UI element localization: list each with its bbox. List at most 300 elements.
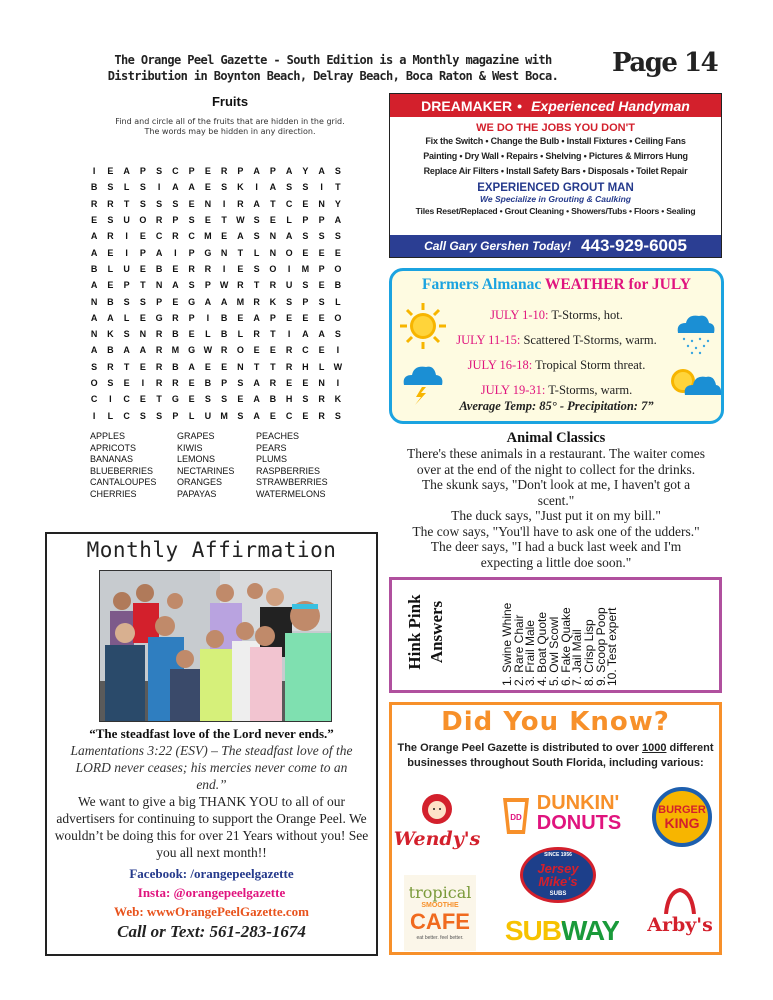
grid-cell[interactable]: A: [220, 296, 228, 307]
grid-cell[interactable]: S: [188, 280, 195, 291]
grid-cell[interactable]: W: [219, 280, 229, 291]
grid-cell[interactable]: C: [90, 394, 98, 405]
word-search-title: Fruits: [211, 94, 249, 109]
grid-cell[interactable]: E: [269, 215, 276, 226]
grid-cell[interactable]: T: [140, 280, 146, 291]
affirmation-title: Monthly Affirmation: [86, 538, 337, 562]
grid-cell[interactable]: S: [172, 198, 179, 209]
grid-cell[interactable]: I: [320, 182, 323, 193]
grid-cell[interactable]: R: [237, 280, 244, 291]
grid-cell[interactable]: S: [139, 410, 146, 421]
grid-cell[interactable]: I: [222, 198, 226, 209]
grid-cell[interactable]: E: [188, 378, 195, 388]
grid-cell[interactable]: I: [109, 394, 112, 405]
grid-cell[interactable]: O: [139, 215, 147, 226]
grid-cell[interactable]: P: [302, 296, 309, 307]
grid-cell[interactable]: L: [318, 361, 325, 372]
word-list-item: KIWIS: [177, 442, 203, 453]
grid-cell[interactable]: I: [222, 263, 226, 274]
partly-sunny-icon: [667, 361, 722, 401]
forecast-text: Scattered T-Storms, warm.: [520, 333, 657, 347]
grid-cell[interactable]: H: [285, 394, 293, 405]
grid-cell[interactable]: L: [335, 296, 341, 307]
grid-cell[interactable]: S: [91, 361, 98, 372]
grid-cell[interactable]: U: [285, 280, 293, 291]
grid-cell[interactable]: R: [220, 345, 228, 356]
grid-cell[interactable]: R: [107, 361, 114, 372]
grid-cell[interactable]: S: [107, 182, 114, 193]
grid-cell[interactable]: P: [139, 166, 146, 177]
grid-cell[interactable]: R: [172, 378, 179, 388]
grid-cell[interactable]: S: [302, 231, 309, 242]
grid-cell[interactable]: A: [269, 182, 277, 193]
grid-cell[interactable]: A: [172, 280, 179, 291]
grid-cell[interactable]: A: [253, 378, 260, 388]
grid-cell[interactable]: S: [188, 215, 195, 226]
grid-cell[interactable]: C: [285, 410, 293, 421]
grid-cell[interactable]: Y: [334, 198, 341, 209]
grid-cell[interactable]: A: [318, 166, 325, 177]
grid-cell[interactable]: T: [123, 361, 130, 372]
arbys-hat-icon: [660, 888, 700, 914]
grid-cell[interactable]: P: [237, 166, 244, 177]
grid-row: [86, 375, 380, 391]
grid-cell[interactable]: R: [155, 215, 163, 226]
grid-cell[interactable]: E: [139, 361, 146, 372]
grid-cell[interactable]: R: [285, 345, 293, 356]
grid-cell[interactable]: P: [188, 166, 195, 177]
grid-cell[interactable]: E: [188, 198, 195, 209]
grid-cell[interactable]: E: [123, 378, 130, 388]
grid-cell[interactable]: T: [270, 198, 276, 209]
grid-cell[interactable]: R: [90, 198, 98, 209]
grid-cell[interactable]: B: [172, 329, 179, 340]
grid-cell[interactable]: T: [270, 329, 276, 340]
grid-cell[interactable]: A: [123, 345, 130, 356]
grid-cell[interactable]: P: [269, 312, 276, 323]
grid-cell[interactable]: I: [336, 378, 340, 388]
grid-cell[interactable]: C: [172, 166, 179, 177]
ad-grout-sub: We Specialize in Grouting & Caulking: [480, 194, 631, 204]
grid-cell[interactable]: A: [253, 394, 260, 405]
animal-classics-title: Animal Classics: [506, 430, 606, 446]
grid-cell[interactable]: C: [123, 394, 130, 405]
grid-cell[interactable]: R: [155, 329, 163, 340]
grid-cell[interactable]: N: [318, 378, 325, 388]
grid-cell[interactable]: S: [139, 296, 146, 307]
burger-king-logo: [652, 787, 712, 847]
grid-cell[interactable]: I: [206, 312, 210, 323]
grid-cell[interactable]: G: [188, 296, 196, 307]
grid-cell[interactable]: E: [204, 215, 211, 226]
grid-cell[interactable]: E: [237, 394, 244, 405]
grid-cell[interactable]: A: [172, 182, 179, 193]
grid-cell[interactable]: S: [139, 198, 146, 209]
grid-cell[interactable]: P: [302, 215, 309, 226]
grid-cell[interactable]: B: [90, 182, 98, 193]
grid-cell[interactable]: S: [156, 198, 163, 209]
grid-cell[interactable]: R: [107, 198, 114, 209]
grid-cell[interactable]: I: [336, 345, 340, 356]
joke-line: There's these animals in a restaurant. The waiter comes: [407, 446, 705, 461]
dunkin-cup-text: DD: [509, 813, 522, 822]
grid-cell[interactable]: A: [107, 312, 114, 323]
grid-cell[interactable]: R: [172, 312, 179, 323]
grid-cell[interactable]: P: [172, 215, 179, 226]
grid-cell[interactable]: S: [139, 182, 146, 193]
grid-row: [86, 277, 380, 293]
facebook-link[interactable]: Facebook: /orangepeelgazette: [129, 866, 294, 881]
grid-cell[interactable]: G: [155, 312, 163, 323]
grid-cell[interactable]: P: [318, 263, 325, 274]
grid-cell[interactable]: A: [155, 247, 163, 258]
grid-cell[interactable]: S: [204, 394, 211, 405]
grid-cell[interactable]: M: [236, 296, 245, 307]
grid-cell[interactable]: A: [123, 166, 130, 177]
grid-cell[interactable]: R: [155, 378, 163, 388]
grid-cell[interactable]: N: [318, 198, 325, 209]
word-list-item: PEARS: [256, 442, 287, 453]
grid-cell[interactable]: N: [204, 198, 212, 209]
grid-cell[interactable]: N: [269, 231, 277, 242]
grid-cell[interactable]: B: [269, 394, 277, 405]
grid-cell[interactable]: R: [107, 231, 114, 242]
grid-cell[interactable]: A: [253, 312, 260, 323]
grid-cell[interactable]: B: [107, 345, 114, 356]
grid-cell[interactable]: S: [286, 296, 293, 307]
word-list-item: BANANAS: [90, 454, 134, 464]
grid-cell[interactable]: E: [269, 410, 276, 421]
grid-cell[interactable]: L: [237, 329, 244, 340]
wendys-text: Wendy's: [393, 828, 481, 850]
grid-cell[interactable]: B: [172, 361, 179, 372]
grid-cell[interactable]: K: [269, 296, 277, 307]
grid-cell[interactable]: E: [188, 394, 195, 405]
grid-cell[interactable]: S: [123, 296, 130, 307]
instagram-link[interactable]: Insta: @orangepeelgazette: [137, 885, 286, 900]
grid-cell[interactable]: S: [334, 166, 341, 177]
word-list-item: GRAPES: [177, 431, 215, 441]
grid-cell[interactable]: N: [90, 329, 98, 340]
grid-cell[interactable]: B: [334, 280, 342, 291]
grid-cell[interactable]: T: [156, 394, 162, 405]
grid-cell[interactable]: I: [125, 247, 128, 258]
grid-cell[interactable]: N: [220, 247, 228, 258]
grid-cell[interactable]: I: [287, 329, 291, 340]
grid-cell[interactable]: E: [253, 345, 260, 356]
grid-cell[interactable]: I: [141, 378, 145, 388]
grid-cell[interactable]: S: [221, 394, 228, 405]
grid-cell[interactable]: H: [302, 361, 309, 372]
joke-line: The duck says, "Just put it on my bill.": [451, 508, 661, 523]
grid-cell[interactable]: M: [204, 231, 212, 242]
weather-title: [392, 276, 721, 294]
grid-cell[interactable]: G: [204, 247, 212, 258]
grid-cell[interactable]: A: [253, 166, 260, 177]
grid-cell[interactable]: E: [302, 410, 309, 421]
grid-cell[interactable]: E: [139, 312, 146, 323]
grid-cell[interactable]: K: [334, 394, 342, 405]
grid-cell[interactable]: E: [204, 166, 211, 177]
grid-cell[interactable]: C: [155, 231, 163, 242]
arbys-text: Arby's: [647, 914, 713, 936]
grid-cell[interactable]: A: [302, 329, 309, 340]
grid-row: [86, 228, 380, 244]
affirmation-scripture: Lamentations 3:22 (ESV) – The steadfast love of the LORD never ceases; his mercies never come to an end.”: [70, 743, 353, 792]
grid-cell[interactable]: P: [269, 166, 276, 177]
grid-cell[interactable]: E: [188, 329, 195, 340]
grid-cell[interactable]: E: [302, 312, 309, 323]
grid-cell[interactable]: N: [237, 361, 244, 372]
grid-cell[interactable]: O: [334, 263, 342, 274]
grid-cell[interactable]: E: [237, 263, 244, 274]
grid-cell[interactable]: M: [220, 410, 228, 421]
joke-line: scent.": [537, 492, 575, 508]
grid-cell[interactable]: L: [107, 410, 114, 421]
grid-cell[interactable]: E: [286, 378, 293, 388]
storm-cloud-icon: [400, 361, 448, 406]
grid-cell[interactable]: I: [92, 410, 96, 421]
grid-cell[interactable]: O: [269, 263, 277, 274]
grid-cell[interactable]: W: [333, 361, 343, 372]
joke-line: The deer says, "I had a buck last week and I'm: [430, 539, 682, 554]
wendys-girl-icon: [420, 792, 454, 826]
grid-cell[interactable]: S: [302, 394, 309, 405]
ad-call-bar: [390, 235, 721, 257]
grid-cell[interactable]: R: [220, 166, 228, 177]
grid-cell[interactable]: B: [107, 296, 114, 307]
ad-phone[interactable]: 443-929-6005: [581, 236, 687, 255]
word-list-item: LEMONS: [177, 454, 216, 464]
grid-cell[interactable]: P: [172, 410, 179, 421]
grid-cell[interactable]: G: [171, 394, 179, 405]
grid-cell[interactable]: S: [221, 182, 228, 193]
grid-cell[interactable]: S: [253, 231, 260, 242]
grid-cell[interactable]: I: [255, 182, 258, 193]
grid-cell[interactable]: E: [221, 361, 228, 372]
word-list-item: RASPBERRIES: [256, 465, 321, 476]
grid-cell[interactable]: A: [90, 247, 98, 258]
grid-cell[interactable]: P: [204, 280, 211, 291]
grid-cell[interactable]: S: [107, 378, 114, 388]
coffee-cup-icon: [499, 790, 533, 836]
grid-cell[interactable]: C: [188, 231, 195, 242]
grid-cell[interactable]: E: [172, 296, 179, 307]
grid-cell[interactable]: K: [237, 182, 244, 193]
grid-cell[interactable]: E: [204, 361, 211, 372]
grid-cell[interactable]: R: [188, 263, 195, 274]
grid-cell[interactable]: P: [188, 312, 195, 323]
grid-cell[interactable]: M: [171, 345, 180, 356]
grid-cell[interactable]: O: [236, 345, 244, 356]
grid-cell[interactable]: S: [318, 231, 325, 242]
dyk-text-a: The Orange Peel Gazette is distributed to over: [397, 742, 642, 754]
grid-cell[interactable]: B: [155, 263, 163, 274]
grid-cell[interactable]: C: [123, 410, 130, 421]
grid-cell[interactable]: E: [269, 345, 276, 356]
grid-cell[interactable]: I: [174, 247, 177, 258]
grid-cell[interactable]: L: [123, 182, 130, 193]
hink-pink-list: [502, 578, 619, 686]
grid-cell[interactable]: E: [107, 166, 114, 177]
grid-cell[interactable]: T: [253, 280, 260, 291]
grid-cell[interactable]: A: [285, 231, 293, 242]
grid-cell[interactable]: S: [107, 215, 114, 226]
grid-cell[interactable]: E: [318, 280, 325, 291]
grid-cell[interactable]: M: [301, 263, 310, 274]
grid-cell[interactable]: E: [318, 312, 325, 323]
grid-cell[interactable]: R: [269, 378, 277, 388]
grid-cell[interactable]: G: [188, 345, 196, 356]
grid-cell[interactable]: S: [318, 296, 325, 307]
grid-cell[interactable]: S: [156, 166, 163, 177]
grid-cell[interactable]: R: [318, 410, 325, 421]
grid-cell[interactable]: O: [334, 312, 342, 323]
grid-cell[interactable]: S: [156, 410, 163, 421]
grid-cell[interactable]: O: [90, 378, 98, 388]
grid-cell[interactable]: I: [157, 182, 161, 193]
grid-cell[interactable]: U: [123, 263, 130, 274]
grid-cell[interactable]: T: [123, 198, 130, 209]
grid-cell[interactable]: T: [270, 361, 276, 372]
grid-cell[interactable]: E: [237, 312, 244, 323]
grid-cell[interactable]: R: [204, 263, 212, 274]
grid-cell[interactable]: A: [285, 166, 293, 177]
grid-cell[interactable]: E: [221, 231, 228, 242]
grid-cell[interactable]: N: [90, 296, 98, 307]
grid-cell[interactable]: R: [237, 198, 244, 209]
grid-cell[interactable]: A: [188, 361, 195, 372]
grid-cell[interactable]: L: [205, 329, 211, 340]
website-link[interactable]: Web: wwwOrangePeelGazette.com: [114, 904, 309, 919]
grid-cell[interactable]: R: [253, 329, 260, 340]
grid-cell[interactable]: U: [204, 410, 212, 421]
grid-cell[interactable]: I: [92, 166, 96, 177]
grid-cell[interactable]: A: [253, 198, 260, 209]
grid-row: [86, 407, 380, 423]
grid-cell[interactable]: R: [172, 231, 179, 242]
grid-cell[interactable]: S: [253, 263, 260, 274]
grid-cell[interactable]: A: [237, 231, 244, 242]
grid-cell[interactable]: S: [334, 329, 341, 340]
grid-cell[interactable]: P: [139, 247, 146, 258]
grid-cell[interactable]: W: [203, 345, 213, 356]
grid-cell[interactable]: E: [302, 247, 309, 258]
grid-cell[interactable]: A: [204, 296, 212, 307]
hink-pink-answer: 7. Jail Mail: [570, 629, 585, 686]
grid-cell[interactable]: E: [318, 345, 325, 356]
grid-cell[interactable]: E: [139, 394, 146, 405]
grid-cell[interactable]: L: [107, 263, 114, 274]
grid-cell[interactable]: Y: [302, 166, 309, 177]
grid-cell[interactable]: T: [335, 182, 341, 193]
grid-cell[interactable]: T: [237, 247, 244, 258]
did-you-know-text: [392, 741, 719, 771]
grid-cell[interactable]: B: [220, 312, 228, 323]
tropical-text-4: eat better. feel better.: [416, 934, 464, 941]
grid-cell[interactable]: E: [318, 247, 325, 258]
grid-cell[interactable]: E: [139, 263, 146, 274]
grid-cell[interactable]: E: [107, 247, 114, 258]
grid-cell[interactable]: L: [253, 247, 260, 258]
grid-row: [86, 196, 380, 212]
grid-cell[interactable]: W: [236, 215, 245, 226]
grid-cell[interactable]: O: [285, 247, 293, 258]
grid-cell[interactable]: K: [107, 329, 114, 340]
grid-cell[interactable]: E: [302, 378, 309, 388]
grid-cell[interactable]: A: [90, 231, 98, 242]
grid-cell[interactable]: R: [155, 361, 163, 372]
grid-cell[interactable]: R: [318, 394, 325, 405]
grid-cell[interactable]: S: [302, 280, 309, 291]
grid-cell[interactable]: B: [220, 329, 228, 340]
call-or-text: Call or Text: 561-283-1674: [117, 922, 306, 941]
grid-cell[interactable]: S: [286, 182, 293, 193]
grid-cell[interactable]: S: [237, 410, 244, 421]
grid-cell[interactable]: S: [253, 215, 260, 226]
grid-cell[interactable]: B: [204, 378, 212, 388]
grid-cell[interactable]: L: [188, 410, 195, 421]
grid-cell[interactable]: E: [107, 280, 114, 291]
grid-cell[interactable]: S: [123, 329, 130, 340]
grid-cell[interactable]: E: [286, 312, 293, 323]
grid-cell[interactable]: A: [139, 345, 147, 356]
grid-cell[interactable]: T: [253, 361, 260, 372]
grid-cell[interactable]: P: [318, 215, 325, 226]
grid-cell[interactable]: P: [123, 280, 130, 291]
grid-cell[interactable]: R: [155, 345, 163, 356]
grid-cell[interactable]: A: [253, 410, 260, 421]
grid-cell[interactable]: S: [334, 231, 341, 242]
grid-cell[interactable]: C: [302, 345, 309, 356]
grid-cell[interactable]: A: [90, 345, 98, 356]
grid-cell[interactable]: E: [91, 215, 98, 226]
grid-cell[interactable]: N: [139, 329, 147, 340]
grid-cell[interactable]: P: [188, 247, 195, 258]
grid-cell[interactable]: R: [269, 280, 277, 291]
grid-cell[interactable]: R: [285, 361, 293, 372]
grid-cell[interactable]: U: [123, 215, 130, 226]
grid-cell[interactable]: N: [155, 280, 163, 291]
grid-cell[interactable]: I: [125, 231, 128, 242]
grid-cell[interactable]: S: [237, 378, 244, 388]
forecast-dates: JULY 16-18:: [467, 358, 533, 372]
grid-cell[interactable]: P: [221, 378, 228, 388]
grid-cell[interactable]: L: [123, 312, 130, 323]
grid-cell[interactable]: E: [334, 247, 341, 258]
monthly-affirmation: [45, 532, 378, 956]
grid-cell[interactable]: E: [139, 231, 146, 242]
grid-cell[interactable]: A: [90, 312, 98, 323]
grid-cell[interactable]: C: [285, 198, 293, 209]
grid-cell[interactable]: N: [269, 247, 277, 258]
grid-cell[interactable]: R: [253, 296, 260, 307]
grid-cell[interactable]: A: [90, 280, 98, 291]
grid-cell[interactable]: E: [302, 198, 309, 209]
grid-cell[interactable]: P: [156, 296, 163, 307]
grid-cell[interactable]: T: [221, 215, 227, 226]
grid-cell[interactable]: E: [172, 263, 179, 274]
grid-cell[interactable]: S: [302, 182, 309, 193]
grid-cell[interactable]: A: [188, 182, 195, 193]
grid-cell[interactable]: A: [318, 329, 325, 340]
grid-cell[interactable]: A: [334, 215, 342, 226]
grid-cell[interactable]: S: [334, 410, 341, 421]
grid-cell[interactable]: L: [286, 215, 292, 226]
grid-cell[interactable]: I: [287, 263, 291, 274]
grid-cell[interactable]: B: [90, 263, 98, 274]
grid-cell[interactable]: E: [204, 182, 211, 193]
